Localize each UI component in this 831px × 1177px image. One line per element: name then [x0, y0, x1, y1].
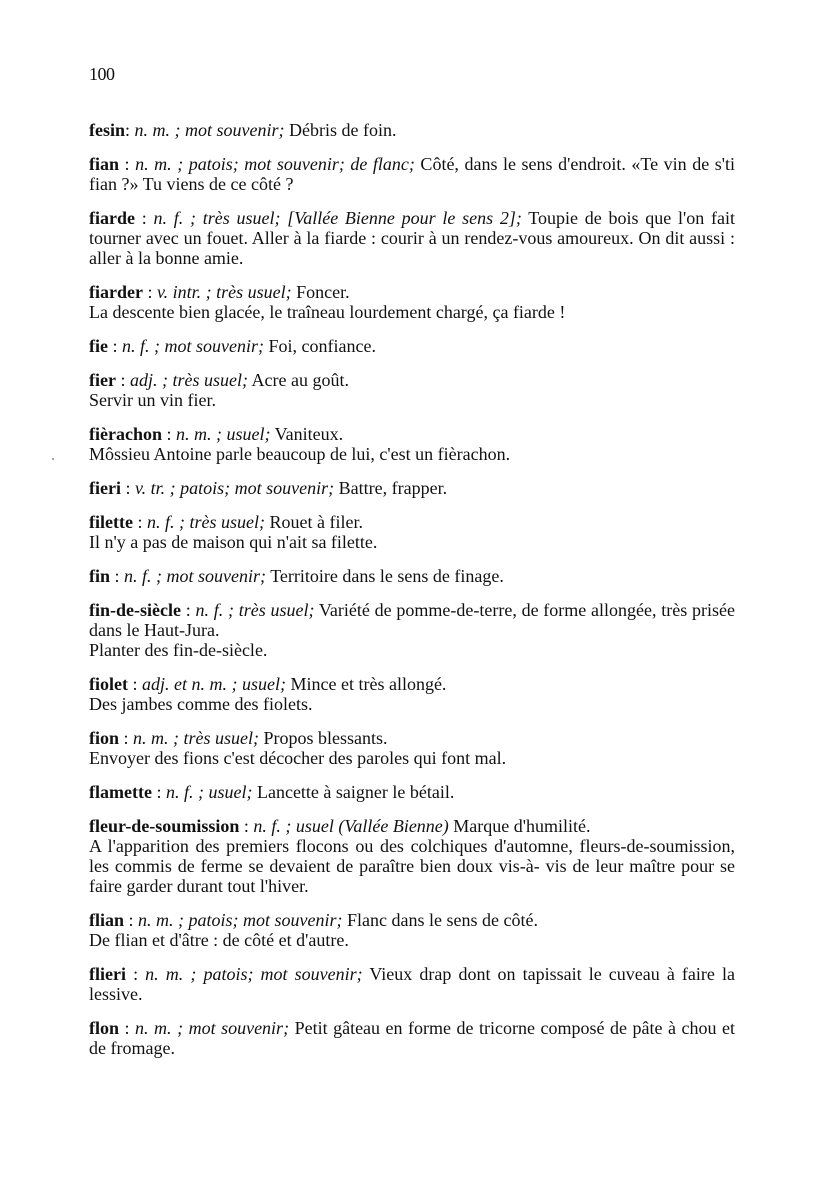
entry-grammar: n. m. ; patois; mot souvenir;: [145, 964, 363, 984]
dictionary-entry: [89, 478, 735, 498]
entry-separator: :: [132, 512, 147, 532]
dictionary-entry: [89, 336, 735, 356]
entry-grammar: n. m. ; mot souvenir;: [134, 120, 285, 140]
dictionary-entry: [89, 282, 735, 322]
dictionary-entry: [89, 782, 735, 802]
entry-headword: fleur-de-soumission: [89, 816, 240, 836]
dictionary-entry: [89, 1018, 735, 1058]
entry-example: Des jambes comme des fiolets.: [89, 694, 313, 714]
entry-grammar: n. f. ; très usuel;: [195, 600, 315, 620]
entry-separator: :: [115, 370, 130, 390]
entry-headword: fieri: [89, 478, 121, 498]
entry-example: De flian et d'âtre : de côté et d'autre.: [89, 930, 349, 950]
entry-grammar: adj. et n. m. ; usuel;: [142, 674, 286, 694]
entry-headword: fin-de-siècle: [89, 600, 181, 620]
entry-definition: Acre au goût.: [247, 370, 349, 390]
entry-grammar: n. f. ; mot souvenir;: [124, 566, 267, 586]
entry-separator: :: [125, 964, 146, 984]
dictionary-entry: [89, 816, 735, 896]
entry-definition: Côté, dans le sens d'endroit. «Te vin de s'ti fian ?» Tu viens de ce côté ?: [89, 154, 735, 194]
entry-grammar: n. m. ; très usuel;: [133, 728, 260, 748]
entry-headword: fion: [89, 728, 120, 748]
entry-headword: flieri: [89, 964, 126, 984]
entry-definition: Foncer.: [291, 282, 350, 302]
entry-headword: fin: [89, 566, 111, 586]
dictionary-entry: [89, 600, 735, 660]
entry-separator: :: [180, 600, 196, 620]
entry-headword: flamette: [89, 782, 152, 802]
entry-headword: flon: [89, 1018, 120, 1038]
entry-separator: :: [161, 424, 176, 444]
entry-separator: :: [107, 336, 122, 356]
entry-separator: :: [142, 282, 157, 302]
entry-grammar: n. f. ; très usuel;: [146, 512, 265, 532]
entry-definition: Marque d'humilité.: [448, 816, 591, 836]
entry-headword: fièrachon: [89, 424, 162, 444]
entry-definition: Foi, confiance.: [263, 336, 376, 356]
entry-headword: fesin: [89, 120, 125, 140]
entry-definition: Lancette à saigner le bétail.: [252, 782, 455, 802]
entry-headword: fier: [89, 370, 116, 390]
entry-headword: flian: [89, 910, 125, 930]
dictionary-entry: [89, 512, 735, 552]
entry-grammar: v. tr. ; patois; mot souvenir;: [135, 478, 335, 498]
entry-separator: :: [119, 1018, 136, 1038]
entry-example: Il n'y a pas de maison qui n'ait sa filette.: [89, 532, 378, 552]
entry-headword: fiarder: [89, 282, 143, 302]
entry-example: Planter des fin-de-siècle.: [89, 640, 268, 660]
dictionary-entry: [89, 566, 735, 586]
dictionary-entry: [89, 120, 735, 140]
entry-grammar: v. intr. ; très usuel;: [157, 282, 292, 302]
entry-separator: :: [127, 674, 142, 694]
entry-definition: Battre, frapper.: [334, 478, 448, 498]
entry-headword: fie: [89, 336, 108, 356]
entry-grammar: adj. ; très usuel;: [130, 370, 248, 390]
entry-grammar: n. m. ; patois; mot souvenir;: [138, 910, 343, 930]
entry-separator: :: [125, 120, 135, 140]
dictionary-entry: [89, 728, 735, 768]
entry-definition: Toupie de bois que l'on fait tourner avec un fouet. Aller à la fiarde : courir à un rendez-vous amoureux. On dit aussi : aller à la bonne amie.: [89, 208, 735, 268]
stray-mark: [52, 458, 54, 460]
dictionary-entry: [89, 674, 735, 714]
entry-separator: :: [151, 782, 166, 802]
entry-definition: Variété de pomme-de-terre, de forme allongée, très prisée dans le Haut-Jura.: [89, 600, 735, 640]
entry-definition: Rouet à filer.: [264, 512, 363, 532]
entry-headword: filette: [89, 512, 133, 532]
entry-separator: :: [110, 566, 125, 586]
dictionary-entry: [89, 964, 735, 1004]
entry-definition: Mince et très allongé.: [285, 674, 447, 694]
entry-definition: Propos blessants.: [259, 728, 388, 748]
entry-example: La descente bien glacée, le traîneau lourdement chargé, ça fiarde !: [89, 302, 566, 322]
dictionary-entries: [89, 120, 735, 1072]
dictionary-entry: [89, 910, 735, 950]
entry-grammar: n. m. ; patois; mot souvenir; de flanc;: [135, 154, 415, 174]
entry-definition: Vaniteux.: [270, 424, 344, 444]
entry-example: Servir un vin fier.: [89, 390, 216, 410]
entry-grammar: n. f. ; usuel (Vallée Bienne): [253, 816, 449, 836]
entry-example: A l'apparition des premiers flocons ou des colchiques d'automne, fleurs-de-soumission, les commis de ferme se devaient de paraître bien doux vis-à- vis de leur maître pour se faire garder durant tout l'hiver.: [89, 836, 735, 896]
dictionary-entry: [89, 370, 735, 410]
entry-example: Môssieu Antoine parle beaucoup de lui, c'est un fièrachon.: [89, 444, 511, 464]
entry-separator: :: [119, 728, 134, 748]
entry-separator: :: [239, 816, 254, 836]
entry-grammar: n. f. ; usuel;: [165, 782, 253, 802]
dictionary-entry: [89, 424, 735, 464]
entry-separator: :: [119, 154, 136, 174]
entry-separator: :: [124, 910, 139, 930]
entry-headword: fian: [89, 154, 120, 174]
entry-definition: Vieux drap dont on tapissait le cuveau à faire la lessive.: [89, 964, 735, 1004]
entry-definition: Territoire dans le sens de finage.: [266, 566, 504, 586]
entry-separator: :: [120, 478, 135, 498]
page-number: 100: [89, 64, 115, 84]
entry-separator: :: [134, 208, 154, 228]
entry-headword: fiolet: [89, 674, 128, 694]
entry-example: Envoyer des fions c'est décocher des paroles qui font mal.: [89, 748, 507, 768]
entry-definition: Petit gâteau en forme de tricorne composé de pâte à chou et de fromage.: [89, 1018, 735, 1058]
entry-grammar: n. m. ; mot souvenir;: [135, 1018, 290, 1038]
entry-grammar: n. f. ; mot souvenir;: [122, 336, 264, 356]
dictionary-entry: [89, 154, 735, 194]
entry-definition: Flanc dans le sens de côté.: [342, 910, 538, 930]
entry-grammar: n. m. ; usuel;: [176, 424, 271, 444]
entry-grammar: n. f. ; très usuel; [Vallée Bienne pour le sens 2];: [153, 208, 522, 228]
entry-headword: fiarde: [89, 208, 135, 228]
dictionary-entry: [89, 208, 735, 268]
entry-definition: Débris de foin.: [284, 120, 397, 140]
